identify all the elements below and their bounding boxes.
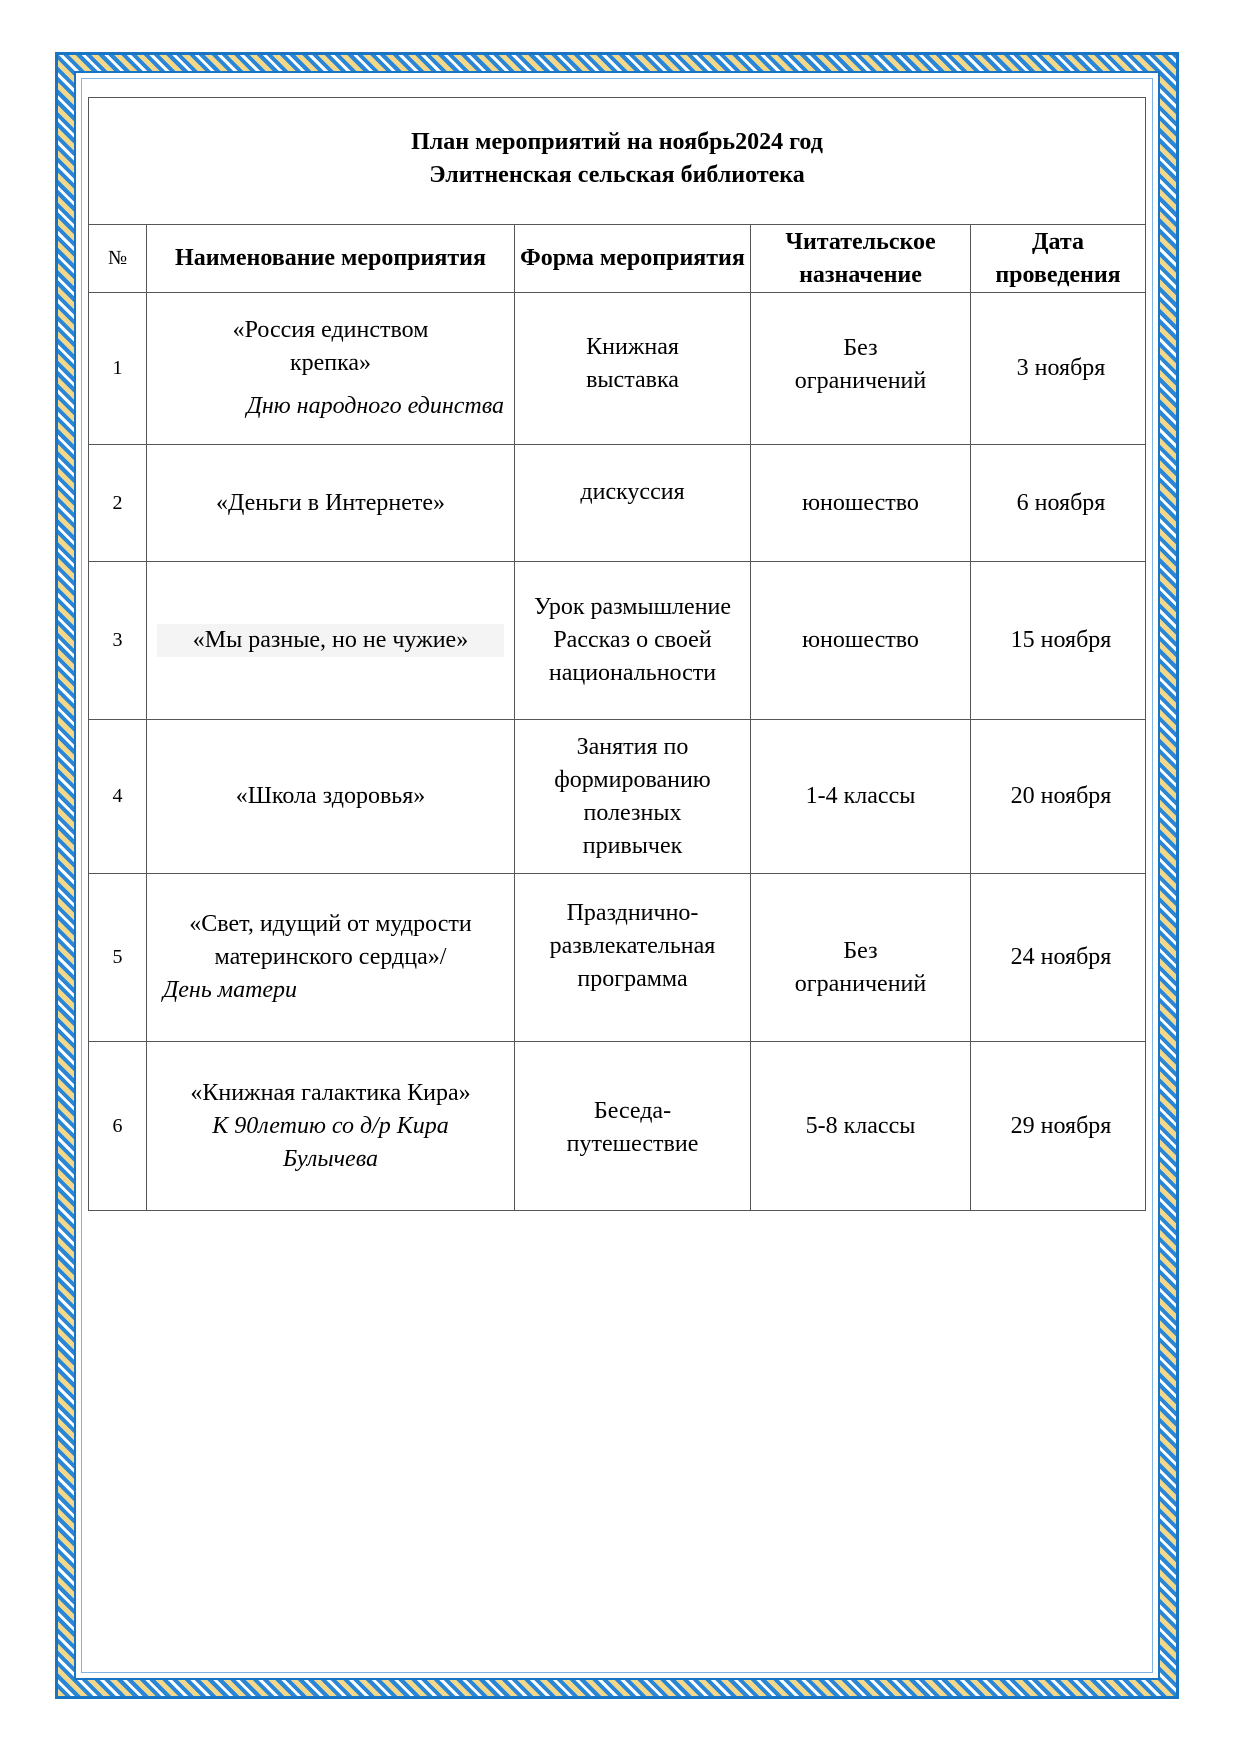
event-name-cell xyxy=(147,720,515,874)
table-row xyxy=(89,293,1146,445)
event-form: Беседа-путешествие xyxy=(515,1042,751,1211)
event-name: «Школа здоровья» xyxy=(235,783,426,809)
row-number: 3 xyxy=(89,562,147,720)
column-header-audience: Читательское назначение xyxy=(751,225,971,293)
event-name: «Книжная галактика Кира» xyxy=(190,1079,471,1106)
event-date: 15 ноября xyxy=(971,562,1146,720)
event-form: Празднично-развлекательная программа xyxy=(515,874,751,1042)
event-name: «Свет, идущий от мудрости материнского сердца»/ xyxy=(189,911,472,970)
event-date: 3 ноября xyxy=(971,293,1146,445)
event-note: День матери xyxy=(163,977,298,1003)
table-row xyxy=(89,874,1146,1042)
event-name: «Деньги в Интернете» xyxy=(215,489,446,516)
event-name-cell xyxy=(147,293,515,445)
column-header-form: Форма мероприятия xyxy=(515,225,751,293)
column-header-name: Наименование мероприятия xyxy=(147,225,515,293)
event-name: «Мы разные, но не чужие» xyxy=(157,624,504,657)
event-form: Книжная выставка xyxy=(515,293,751,445)
row-number: 4 xyxy=(89,720,147,874)
event-date: 20 ноября xyxy=(971,720,1146,874)
event-note: Дню народного единства xyxy=(246,393,504,419)
table-row xyxy=(89,1042,1146,1211)
table-row xyxy=(89,720,1146,874)
row-number: 2 xyxy=(89,445,147,562)
document-title xyxy=(89,98,1146,225)
event-name-cell xyxy=(147,562,515,720)
row-number: 6 xyxy=(89,1042,147,1211)
event-name: «Россия единством крепка» xyxy=(232,317,429,376)
event-audience: Без ограничений xyxy=(751,293,971,445)
event-date: 6 ноября xyxy=(971,445,1146,562)
row-number: 1 xyxy=(89,293,147,445)
event-date: 24 ноября xyxy=(971,874,1146,1042)
title-line-1: План мероприятий на ноябрь2024 год xyxy=(411,129,823,155)
event-audience: юношество xyxy=(751,445,971,562)
event-name-cell xyxy=(147,874,515,1042)
event-plan-table xyxy=(88,97,1146,1211)
event-name-cell xyxy=(147,1042,515,1211)
row-number: 5 xyxy=(89,874,147,1042)
event-form: дискуссия xyxy=(515,445,751,562)
title-line-2: Элитненская сельская библиотека xyxy=(429,162,805,188)
column-header-row xyxy=(89,225,1146,293)
event-note: К 90летию со д/р Кира Булычева xyxy=(212,1112,449,1172)
event-date: 29 ноября xyxy=(971,1042,1146,1211)
event-name-cell xyxy=(147,445,515,562)
table-row xyxy=(89,562,1146,720)
event-form: Урок размышление Рассказ о своей национальности xyxy=(515,562,751,720)
event-audience: юношество xyxy=(751,562,971,720)
title-row xyxy=(89,98,1146,225)
event-form: Занятия по формированию полезных привычек xyxy=(515,720,751,874)
event-audience: 1-4 классы xyxy=(751,720,971,874)
event-audience: Без ограничений xyxy=(751,874,971,1042)
column-header-num: № xyxy=(89,225,147,293)
event-audience: 5-8 классы xyxy=(751,1042,971,1211)
column-header-date: Дата проведения xyxy=(971,225,1146,293)
table-row xyxy=(89,445,1146,562)
